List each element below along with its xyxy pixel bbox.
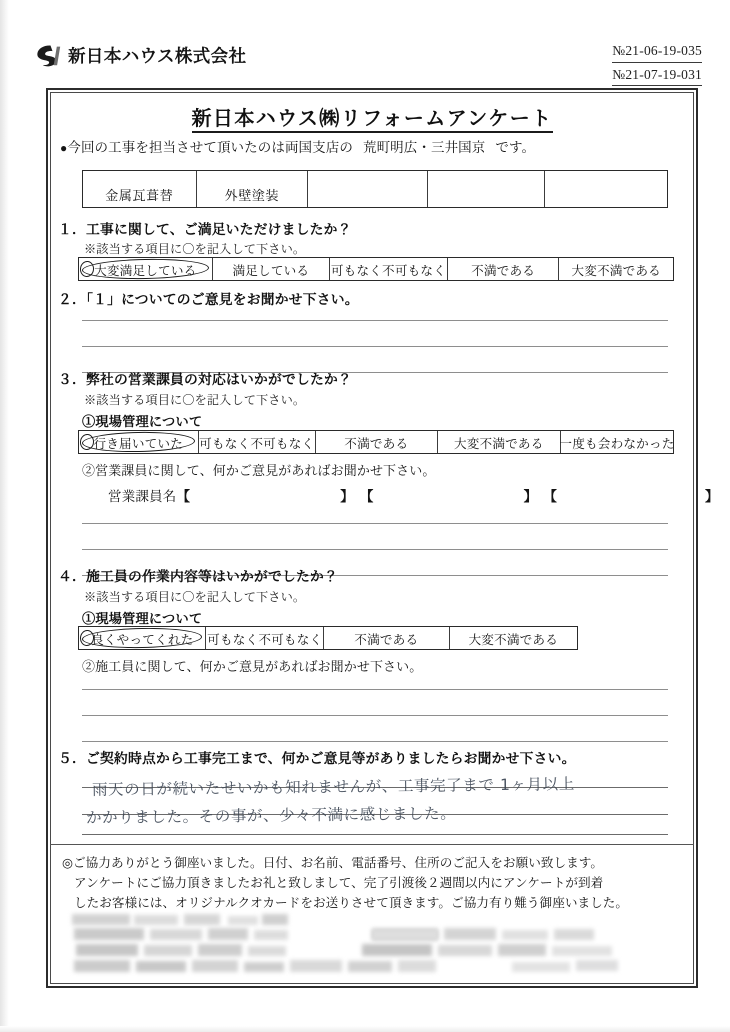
q4-option-2[interactable]: 可もなく不可もなく	[206, 627, 324, 649]
q3-option-5[interactable]: 一度も会わなかった	[559, 436, 675, 451]
q1-option-5[interactable]: 大変不満である	[571, 263, 661, 278]
q2-heading: ２．「１」についてのご意見をお聞かせ下さい。	[58, 292, 359, 307]
work-type-cell-1: 金属瓦葺替	[83, 171, 197, 207]
page-title-text: 新日本ハウス㈱リフォームアンケート	[192, 108, 553, 133]
work-type-table	[82, 170, 668, 208]
work-type-cell-3	[308, 171, 428, 207]
q1-option-2[interactable]: 満足している	[213, 258, 331, 280]
company-logo-icon	[36, 44, 62, 68]
q4-options	[78, 626, 578, 650]
q3-staff-name-row	[108, 485, 719, 505]
q3-answer-line-1[interactable]	[82, 523, 668, 524]
form-content	[50, 92, 719, 984]
document-number-1: №21-06-19-035	[612, 41, 702, 63]
document-number-2: №21-07-19-031	[612, 65, 702, 87]
q4-heading: ４．施工員の作業内容等はいかがでしたか？	[58, 569, 338, 584]
footer-thanks-block	[62, 854, 684, 914]
q3-sub2: ②営業課員に関して、何かご意見があればお聞かせ下さい。	[82, 463, 436, 478]
intro-text-after: です。	[495, 140, 536, 155]
q3-staff-name-label: 営業課員名	[108, 489, 177, 504]
q4-note: ※該当する項目に〇を記入して下さい。	[84, 590, 306, 604]
q1-option-1[interactable]: 大変満足している	[79, 258, 213, 280]
footer-line-3: したお客様には、オリジナルクオカードをお送りさせて頂きます。ご協力有り難う御座いました。	[74, 895, 629, 910]
document-numbers	[612, 41, 702, 86]
work-type-cell-5	[545, 171, 667, 207]
q3-option-2[interactable]: 可もなく不可もなく	[199, 431, 317, 453]
work-type-cell-2: 外壁塗装	[197, 171, 309, 207]
q2-answer-line-2[interactable]	[82, 346, 668, 347]
q3-answer-line-2[interactable]	[82, 549, 668, 550]
q4-option-1[interactable]: 良くやってくれた	[79, 627, 206, 649]
scan-edge-bottom	[0, 1026, 730, 1032]
q4-answer-line-3[interactable]	[82, 741, 668, 742]
q3-options	[78, 430, 674, 454]
q5-handwritten-line-2: かかりました。その事が、少々不満に感じました。	[85, 804, 457, 827]
page-title	[50, 102, 694, 131]
q4-sub1: ①現場管理について	[82, 611, 203, 626]
footer-line-1: ◎ご協力ありがとう御座いました。日付、お名前、電話番号、住所のご記入をお願い致します。	[62, 856, 604, 870]
q5-answer-line-3[interactable]	[82, 834, 668, 835]
q4-answer-line-2[interactable]	[82, 715, 668, 716]
q4-option-4[interactable]: 大変不満である	[468, 632, 559, 647]
bracket-open-1: 【	[176, 489, 191, 504]
q3-option-3[interactable]: 不満である	[316, 431, 438, 453]
bracket-close-3: 】	[705, 489, 719, 504]
q4-answer-line-1[interactable]	[82, 689, 668, 690]
q3-option-4[interactable]: 大変不満である	[438, 431, 561, 453]
q1-options	[78, 257, 674, 281]
q4-sub2: ②施工員に関して、何かご意見があればお聞かせ下さい。	[82, 659, 423, 674]
footer-divider	[50, 844, 694, 845]
q1-note: ※該当する項目に〇を記入して下さい。	[84, 242, 306, 256]
redacted-personal-info	[72, 914, 672, 976]
q1-option-3[interactable]: 可もなく不可もなく	[330, 258, 448, 280]
work-type-cell-4	[428, 171, 546, 207]
q4-option-3[interactable]: 不満である	[324, 627, 450, 649]
q3-sub1: ①現場管理について	[82, 414, 203, 429]
intro-line	[60, 136, 535, 156]
scan-edge-left	[0, 0, 9, 1032]
q1-option-4[interactable]: 不満である	[448, 258, 560, 280]
q5-handwritten-line-1: 雨天の日が続いたせいかも知れませんが、工事完了まで 1ヶ月以上	[91, 775, 575, 799]
q3-heading: ３．弊社の営業課員の対応はいかがでしたか？	[58, 372, 352, 387]
bullet-icon: ●	[60, 141, 68, 155]
intro-text-before: 今回の工事を担当させて頂いたのは両国支店の	[67, 140, 353, 155]
bracket-close-1: 】	[340, 489, 354, 504]
q3-note: ※該当する項目に〇を記入して下さい。	[84, 393, 306, 407]
footer-line-2: アンケートにご協力頂きましたお礼と致しまして、完了引渡後２週間以内にアンケートが到着	[74, 875, 604, 890]
letterhead	[36, 43, 246, 68]
q1-heading: １．工事に関して、ご満足いただけましたか？	[58, 222, 352, 237]
q5-heading: ５．ご契約時点から工事完工まで、何かご意見等がありましたらお聞かせ下さい。	[58, 751, 576, 766]
company-name: 新日本ハウス株式会社	[68, 47, 247, 67]
bracket-close-2: 】	[523, 489, 538, 504]
q3-option-1[interactable]: 行き届いていた	[79, 431, 199, 453]
assigned-staff: 荒町明広・三井国京	[362, 140, 486, 155]
bracket-open-2: 【	[359, 489, 374, 504]
bracket-open-3: 【	[543, 489, 558, 504]
q2-answer-line-1[interactable]	[82, 320, 668, 321]
